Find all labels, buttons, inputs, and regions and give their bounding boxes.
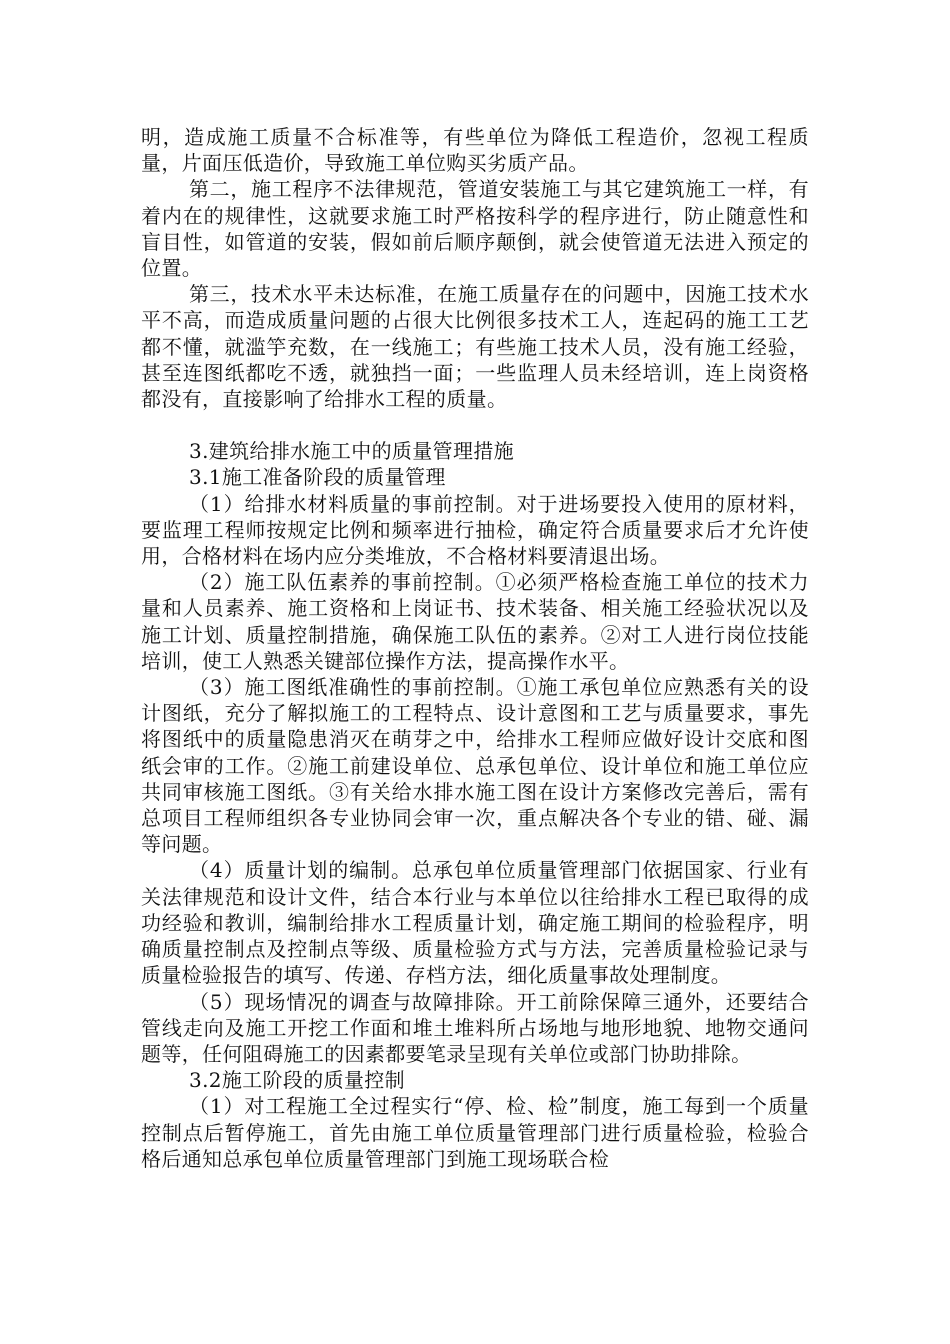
paragraph-item-5: （5）现场情况的调查与故障排除。开工前除保障三通外，还要结合管线走向及施工开挖工作面和堆土堆料所占场地与地形地貌、地物交通问题等，任何阻碍施工的因素都要笔录呈现有关单位或部门协助排除。: [141, 989, 809, 1066]
paragraph-third-issue: 第三，技术水平未达标准，在施工质量存在的问题中，因施工技术水平不高，而造成质量问题的占很大比例很多技术工人，连起码的施工工艺都不懂，就滥竽充数，在一线施工；有些施工技术人员，没有施工经验，甚至连图纸都吃不透，就独挡一面；一些监理人员未经培训，连上岗资格都没有，直接影响了给排水工程的质量。: [141, 282, 809, 412]
paragraph-item-2: （2）施工队伍素养的事前控制。①必须严格检查施工单位的技术力量和人员素养、施工资格和上岗证书、技术装备、相关施工经验状况以及施工计划、质量控制措施，确保施工队伍的素养。②对工人进行岗位技能培训，使工人熟悉关键部位操作方法，提高操作水平。: [141, 570, 809, 673]
paragraph-item-1: （1）给排水材料质量的事前控制。对于进场要投入使用的原材料，要监理工程师按规定比例和频率进行抽检，确定符合质量要求后才允许使用，合格材料在场内应分类堆放，不合格材料要清退出场。: [141, 491, 809, 569]
paragraph-continuation: 明，造成施工质量不合标准等，有些单位为降低工程造价，忽视工程质量，片面压低造价，导致施工单位购买劣质产品。: [141, 125, 809, 176]
paragraph-item-4: （4）质量计划的编制。总承包单位质量管理部门依据国家、行业有关法律规范和设计文件，结合本行业与本单位以往给排水工程已取得的成功经验和教训，编制给排水工程质量计划，确定施工期间的检验程序，明确质量控制点及控制点等级、质量检验方式与方法，完善质量检验记录与质量检验报告的填写、传递、存档方法，细化质量事故处理制度。: [141, 858, 809, 988]
paragraph-item-3: （3）施工图纸准确性的事前控制。①施工承包单位应熟悉有关的设计图纸，充分了解拟施工的工程特点、设计意图和工艺与质量要求，事先将图纸中的质量隐患消灭在萌芽之中，给排水工程师应做好设计交底和图纸会审的工作。②施工前建设单位、总承包单位、设计单位和施工单位应共同审核施工图纸。③有关给水排水施工图在设计方案修改完善后，需有总项目工程师组织各专业协同会审一次，重点解决各个专业的错、碰、漏等问题。: [141, 675, 809, 857]
subsection-heading-3-2: 3.2施工阶段的质量控制: [189, 1068, 406, 1093]
document-body: [141, 124, 809, 1172]
subsection-heading-3-1: 3.1施工准备阶段的质量管理: [189, 465, 446, 490]
section-heading-3: 3.建筑给排水施工中的质量管理措施: [189, 439, 515, 464]
section-gap: [141, 412, 809, 438]
paragraph-construction-item-1: （1）对工程施工全过程实行“停、检、检”制度，施工每到一个质量控制点后暂停施工，首先由施工单位质量管理部门进行质量检验，检验合格后通知总承包单位质量管理部门到施工现场联合检: [141, 1094, 809, 1171]
paragraph-second-issue: 第二，施工程序不法律规范，管道安装施工与其它建筑施工一样，有着内在的规律性，这就要求施工时严格按科学的程序进行，防止随意性和盲目性，如管道的安装，假如前后顺序颠倒，就会使管道无法进入预定的位置。: [141, 177, 809, 281]
